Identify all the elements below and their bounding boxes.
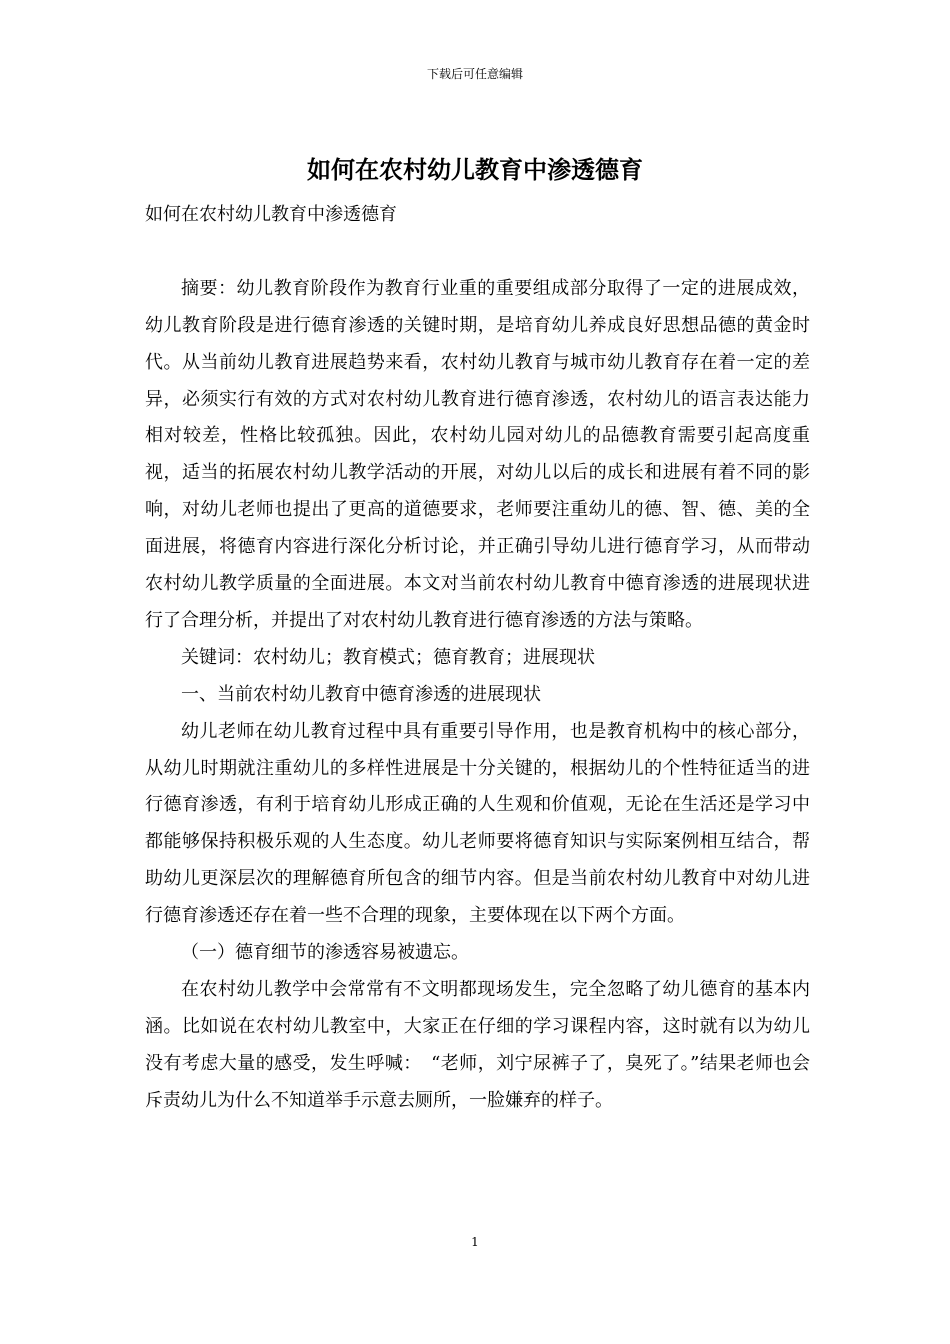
document-body [145,197,810,1120]
subsection-heading-1: （一）德育细节的渗透容易被遗忘。 [181,942,469,964]
page-number: 1 [471,1235,479,1249]
blank-line [145,234,810,271]
body-paragraph: 在农村幼儿教学中会常常有不文明都现场发生，完全忽略了幼儿德育的基本内涵。比如说在农村幼儿教室中，大家正在仔细的学习课程内容，这时就有以为幼儿没有考虑大量的感受，发生呼喊： “老师，刘宁尿裤子了，臭死了。”结果老师也会斥责幼儿为什么不知道举手示意去厕所，一脸嫌弃的样子。 [145,979,810,1111]
document-title: 如何在农村幼儿教育中渗透德育 [307,156,643,184]
section-heading-1: 一、当前农村幼儿教育中德育渗透的进展现状 [181,683,541,705]
document-subtitle: 如何在农村幼儿教育中渗透德育 [145,204,397,225]
abstract-paragraph: 摘要：幼儿教育阶段作为教育行业重的重要组成部分取得了一定的进展成效，幼儿教育阶段是进行德育渗透的关键时期，是培育幼儿养成良好思想品德的黄金时代。从当前幼儿教育进展趋势来看，农村幼儿教育与城市幼儿教育存在着一定的差异，必须实行有效的方式对农村幼儿教育进行德育渗透，农村幼儿的语言表达能力相对较差，性格比较孤独。因此，农村幼儿园对幼儿的品德教育需要引起高度重视，适当的拓展农村幼儿教学活动的开展，对幼儿以后的成长和进展有着不同的影响，对幼儿老师也提出了更高的道德要求，老师要注重幼儿的德、智、德、美的全面进展，将德育内容进行深化分析讨论，并正确引导幼儿进行德育学习，从而带动农村幼儿教学质量的全面进展。本文对当前农村幼儿教育中德育渗透的进展现状进行了合理分析，并提出了对农村幼儿教育进行德育渗透的方法与策略。 [145,277,810,631]
page-header-note: 下载后可任意编辑 [426,67,523,81]
body-paragraph: 幼儿老师在幼儿教育过程中具有重要引导作用，也是教育机构中的核心部分，从幼儿时期就注重幼儿的多样性进展是十分关键的，根据幼儿的个性特征适当的进行德育渗透，有利于培育幼儿形成正确的人生观和价值观，无论在生活还是学习中都能够保持积极乐观的人生态度。幼儿老师要将德育知识与实际案例相互结合，帮助幼儿更深层次的理解德育所包含的细节内容。但是当前农村幼儿教育中对幼儿进行德育渗透还存在着一些不合理的现象，主要体现在以下两个方面。 [145,720,810,927]
keywords-paragraph: 关键词：农村幼儿；教育模式；德育教育；进展现状 [181,646,595,668]
